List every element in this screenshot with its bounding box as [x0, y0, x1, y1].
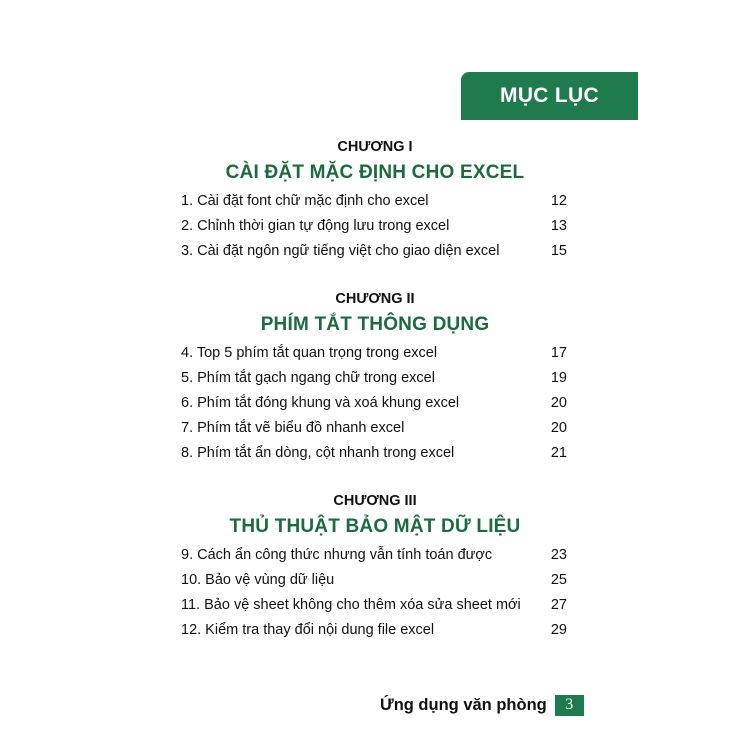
toc-entry-page: 20 — [550, 419, 567, 436]
chapter-1 — [181, 136, 569, 263]
toc-entry-page: 23 — [550, 546, 567, 563]
toc-heading: MỤC LỤC — [500, 84, 599, 107]
toc-entry-text: 11. Bảo vệ sheet không cho thêm xóa sửa sheet mới — [181, 596, 521, 613]
toc-entry-text: 9. Cách ẩn công thức nhưng vẫn tính toán được — [181, 546, 493, 563]
toc-entry-page: 19 — [550, 369, 567, 386]
chapter-label: CHƯƠNG I — [337, 139, 413, 155]
toc-entry-page: 21 — [550, 444, 567, 461]
chapter-2 — [181, 288, 569, 465]
toc-entry-text: 3. Cài đặt ngôn ngữ tiếng việt cho giao diện excel — [181, 242, 500, 259]
toc-entry-page: 29 — [550, 621, 567, 638]
toc-header-banner — [461, 72, 638, 120]
toc-entry-text: 4. Top 5 phím tắt quan trọng trong excel — [181, 344, 438, 361]
toc-list — [181, 188, 569, 263]
toc-entry-text: 12. Kiểm tra thay đổi nội dung file excel — [181, 621, 435, 638]
chapter-title: CÀI ĐẶT MẶC ĐỊNH CHO EXCEL — [225, 162, 525, 183]
toc-entry[interactable] — [181, 592, 569, 617]
toc-entry[interactable] — [181, 188, 569, 213]
toc-entry[interactable] — [181, 213, 569, 238]
toc-entry[interactable] — [181, 440, 569, 465]
footer-book-title: Ứng dụng văn phòng — [380, 695, 547, 714]
toc-entry-page: 15 — [550, 242, 567, 259]
toc-entry-text: 7. Phím tắt vẽ biểu đồ nhanh excel — [181, 419, 405, 436]
toc-list — [181, 340, 569, 465]
toc-entry-page: 27 — [550, 596, 567, 613]
toc-entry[interactable] — [181, 617, 569, 642]
toc-entry[interactable] — [181, 415, 569, 440]
chapter-label: CHƯƠNG III — [333, 493, 417, 509]
toc-entry-text: 1. Cài đặt font chữ mặc định cho excel — [181, 192, 429, 209]
toc-entry-page: 17 — [550, 344, 567, 361]
toc-entry[interactable] — [181, 567, 569, 592]
chapter-title: THỦ THUẬT BẢO MẬT DỮ LIỆU — [229, 516, 521, 537]
toc-entry-text: 5. Phím tắt gạch ngang chữ trong excel — [181, 369, 435, 386]
toc-entry[interactable] — [181, 542, 569, 567]
toc-entry-text: 2. Chỉnh thời gian tự động lưu trong excel — [181, 217, 450, 234]
toc-entry-text: 10. Bảo vệ vùng dữ liệu — [181, 571, 335, 588]
toc-entry[interactable] — [181, 365, 569, 390]
toc-entry-page: 13 — [550, 217, 567, 234]
toc-entry[interactable] — [181, 390, 569, 415]
toc-entry-page: 20 — [550, 394, 567, 411]
toc-entry-text: 8. Phím tắt ẩn dòng, cột nhanh trong excel — [181, 444, 455, 461]
chapter-label: CHƯƠNG II — [335, 291, 415, 307]
toc-entry[interactable] — [181, 238, 569, 263]
toc-entry-page: 12 — [550, 192, 567, 209]
chapter-title: PHÍM TẮT THÔNG DỤNG — [260, 314, 490, 335]
page-footer — [380, 693, 584, 717]
toc-list — [181, 542, 569, 642]
toc-entry-text: 6. Phím tắt đóng khung và xoá khung excel — [181, 394, 460, 411]
page-number-badge: 3 — [555, 695, 584, 716]
toc-entry-page: 25 — [550, 571, 567, 588]
toc-entry[interactable] — [181, 340, 569, 365]
chapter-3 — [181, 490, 569, 642]
